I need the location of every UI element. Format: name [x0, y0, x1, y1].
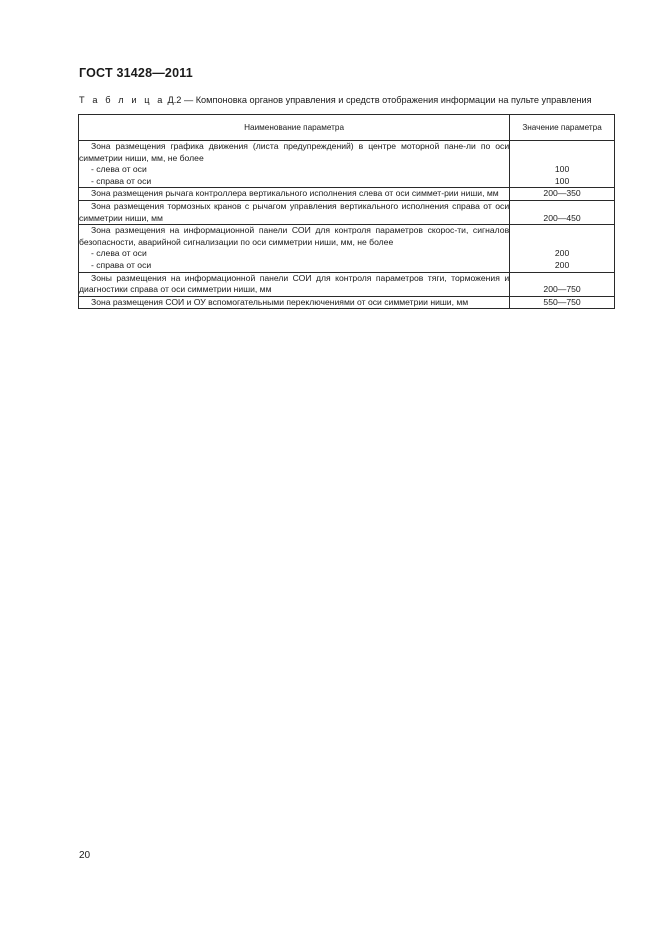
parameter-name-cell: [79, 296, 510, 309]
parameter-value-cell: [510, 272, 615, 296]
parameter-name-cell: [79, 225, 510, 272]
parameter-name: Зона размещения рычага контроллера вертикального исполнения слева от оси симмет-рии ниши, мм: [91, 188, 499, 199]
table-row: [79, 296, 615, 309]
parameter-subitem: - справа от оси: [91, 175, 152, 186]
parameter-value-cell: [510, 296, 615, 309]
parameter-subitem: - слева от оси: [91, 164, 147, 175]
parameter-name-cell: [79, 200, 510, 224]
parameter-name-cell: [79, 141, 510, 188]
parameter-name: Зона размещения на информационной панели СОИ для контроля параметров скорос-ти, сигналов безопасности, аварийной сигнализации по оси симметрии ниши, мм, не более: [79, 225, 510, 247]
parameter-name: Зона размещения тормозных кранов с рычагом управления вертикального исполнения справа от оси симметрии ниши, мм: [79, 200, 510, 223]
parameter-name-cell: [79, 188, 510, 201]
parameter-value-cell: [510, 225, 615, 272]
parameter-name: Зона размещения СОИ и ОУ вспомогательными переключениями от оси симметрии ниши, мм: [91, 296, 469, 307]
table-row: [79, 141, 615, 188]
parameter-value: 100: [554, 164, 570, 175]
parameters-table: [78, 114, 615, 309]
table-caption: [79, 95, 592, 105]
column-header-name: Наименование параметра: [79, 115, 510, 141]
table-row: [79, 200, 615, 224]
parameter-name-cell: [79, 272, 510, 296]
parameter-value-cell: [510, 141, 615, 188]
table-caption-label: Т а б л и ц а: [79, 95, 165, 105]
parameter-name: Зоны размещения на информационной панели СОИ для контроля параметров тяги, торможения и диагностики справа от оси симметрии ниши, мм: [79, 272, 510, 295]
parameter-value: 550—750: [543, 296, 581, 307]
column-header-value: Значение параметра: [510, 115, 615, 141]
parameter-value: 200: [554, 248, 570, 259]
parameter-value-cell: [510, 200, 615, 224]
parameter-value: 200—750: [543, 284, 581, 295]
parameter-subitem: - слева от оси: [91, 248, 147, 259]
parameter-value: 100: [554, 175, 570, 186]
table-row: [79, 272, 615, 296]
parameter-subitem: - справа от оси: [91, 259, 152, 270]
document-header: ГОСТ 31428—2011: [79, 66, 193, 80]
parameter-value: 200—450: [543, 212, 581, 223]
table-caption-text: Д.2 — Компоновка органов управления и средств отображения информации на пульте управления: [164, 95, 592, 105]
table-header-row: [79, 115, 615, 141]
table-row: [79, 225, 615, 272]
parameter-value-cell: [510, 188, 615, 201]
parameter-value: 200: [554, 259, 570, 270]
parameter-value: 200—350: [543, 188, 581, 199]
parameter-name: Зона размещения графика движения (листа предупреждений) в центре моторной пане-ли по оси симметрии ниши, мм, не более: [79, 141, 510, 163]
page-number: 20: [79, 850, 91, 861]
table-row: [79, 188, 615, 201]
